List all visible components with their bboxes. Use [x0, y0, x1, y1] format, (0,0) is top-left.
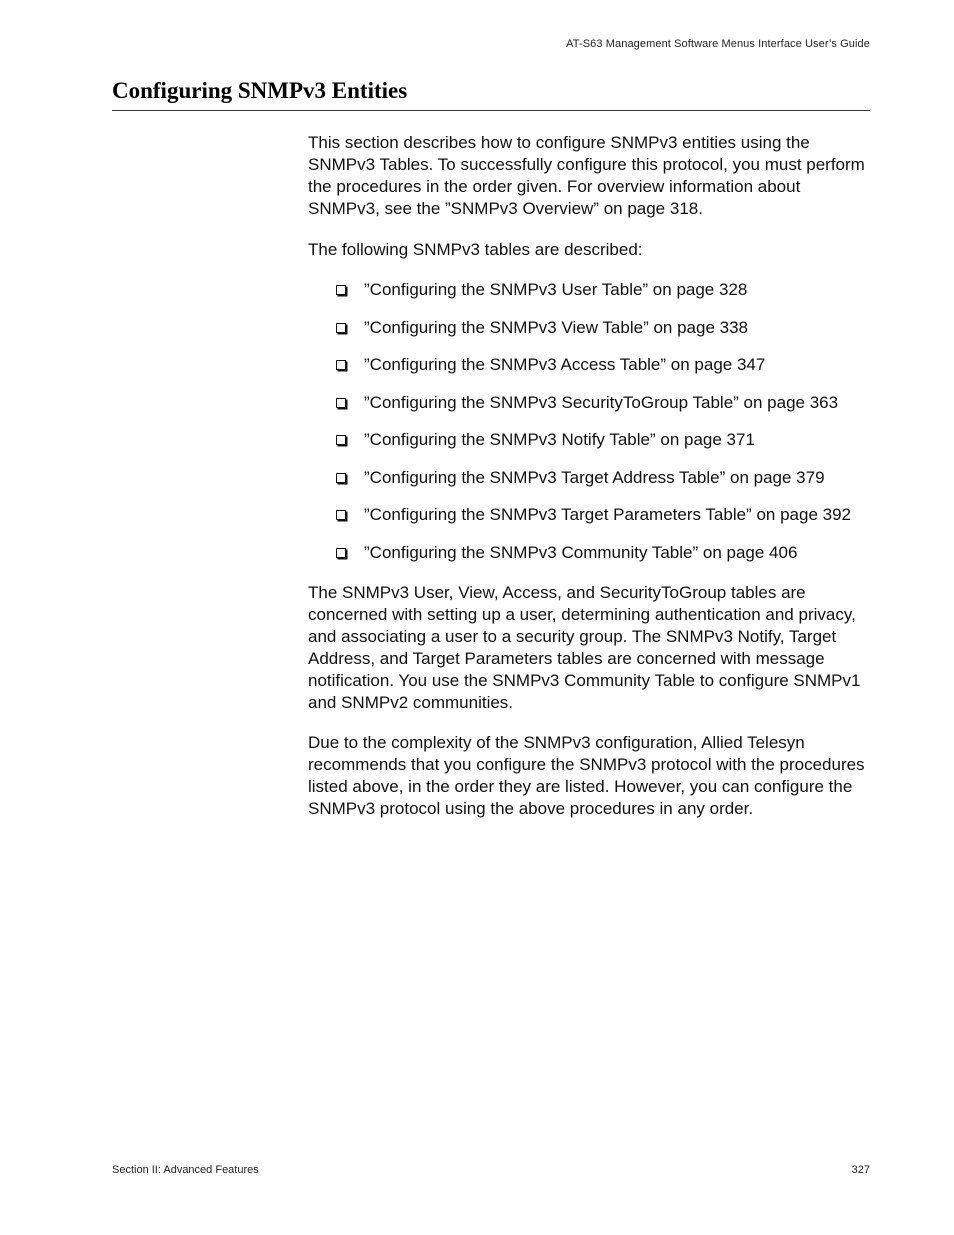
list-item — [336, 542, 870, 564]
cross-reference-link[interactable]: ”Configuring the SNMPv3 SecurityToGroup Table” on page 363 — [364, 392, 839, 412]
running-header: AT-S63 Management Software Menus Interface User’s Guide — [566, 38, 870, 50]
title-rule — [112, 110, 870, 111]
cross-reference-link[interactable]: ”Configuring the SNMPv3 Target Address Table” on page 379 — [364, 467, 825, 487]
list-item — [336, 279, 870, 317]
cross-reference-link[interactable]: ”Configuring the SNMPv3 Access Table” on page 347 — [364, 355, 766, 374]
checkbox-bullet-icon — [336, 398, 346, 408]
checkbox-bullet-icon — [336, 323, 346, 333]
cross-reference-link[interactable]: ”Configuring the SNMPv3 Target Parameters Table” on page 392 — [364, 505, 851, 524]
cross-reference-link[interactable]: ”Configuring the SNMPv3 Community Table” on page 406 — [364, 542, 798, 562]
intro-paragraph: This section describes how to configure SNMPv3 entities using the SNMPv3 Tables. To successfully configure this protocol, you must perform the procedures in the order given. For overview information about SNMPv3, see the ”SNMPv3 Overview” on page 318. — [308, 133, 865, 218]
list-item — [336, 354, 870, 392]
checkbox-bullet-icon — [336, 435, 346, 445]
checkbox-bullet-icon — [336, 285, 346, 295]
list-item — [336, 429, 870, 467]
section-body — [308, 132, 870, 838]
tables-paragraph: The SNMPv3 User, View, Access, and SecurityToGroup tables are concerned with setting up a user, determining authentication and privacy, and associating a user to a security group. The SNMPv3 Notify, Target Address, and Target Parameters tables are concerned with message notification. You use the SNMPv3 Community Table to configure SNMPv1 and SNMPv2 communities. — [308, 582, 861, 712]
section-title: Configuring SNMPv3 Entities — [112, 78, 408, 103]
list-item — [336, 392, 870, 430]
cross-reference-link[interactable]: ”Configuring the SNMPv3 Notify Table” on page 371 — [364, 430, 755, 449]
footer-section-label: Section II: Advanced Features — [112, 1164, 259, 1176]
checkbox-bullet-icon — [336, 360, 346, 370]
list-item — [336, 317, 870, 355]
list-lead-paragraph: The following SNMPv3 tables are described: — [308, 240, 643, 259]
page-number: 327 — [851, 1164, 870, 1176]
cross-reference-link[interactable]: ”Configuring the SNMPv3 View Table” on page 338 — [364, 317, 748, 337]
list-item — [336, 467, 870, 505]
checkbox-bullet-icon — [336, 548, 346, 558]
list-item — [336, 504, 870, 542]
order-paragraph: Due to the complexity of the SNMPv3 configuration, Allied Telesyn recommends that you configure the SNMPv3 protocol with the procedures listed above, in the order they are listed. However, you can configure the SNMPv3 protocol using the above procedures in any order. — [308, 732, 865, 818]
checkbox-bullet-icon — [336, 510, 346, 520]
table-reference-list — [308, 279, 870, 564]
cross-reference-link[interactable]: ”Configuring the SNMPv3 User Table” on page 328 — [364, 280, 748, 299]
checkbox-bullet-icon — [336, 473, 346, 483]
